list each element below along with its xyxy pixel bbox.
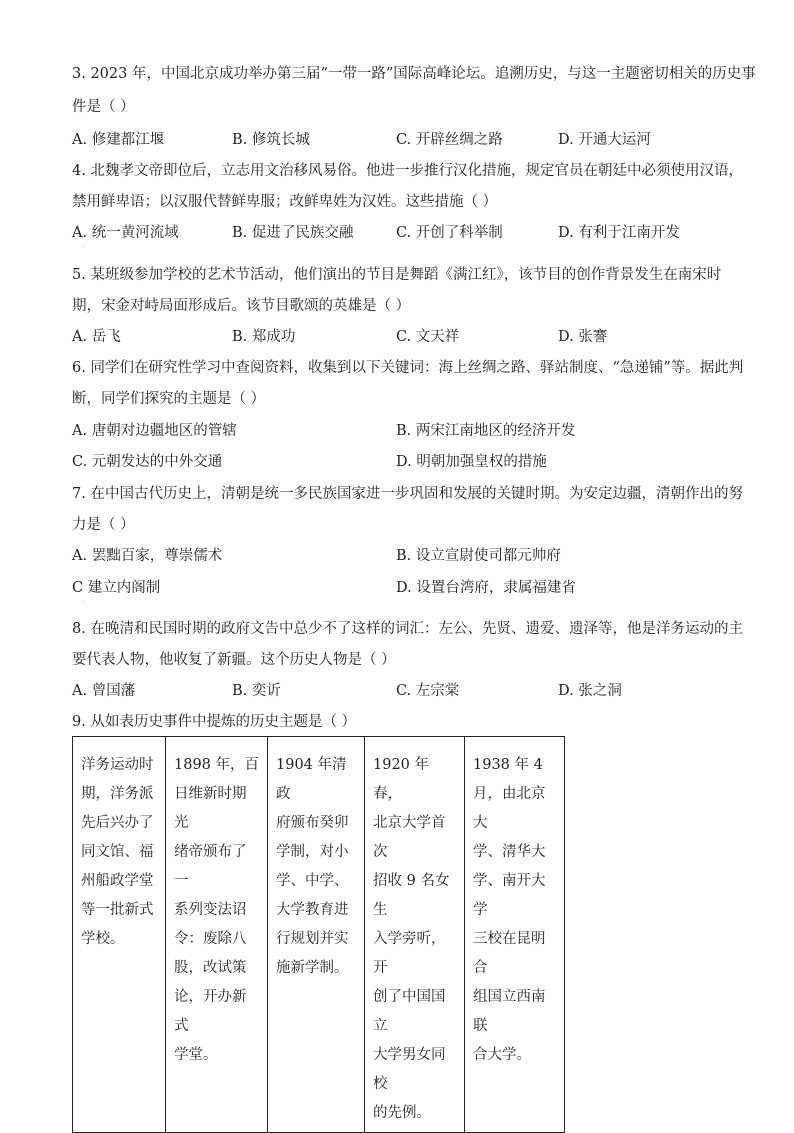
q8-option-d[interactable]: D. 张之洞 [558, 683, 622, 699]
table-cell-1904: 1904 年清政 府颁布癸卯 学制，对小 学、中学、 大学教育进 行规划并实 施新学制。 [268, 737, 365, 1133]
q5-option-b[interactable]: B. 郑成功 [232, 329, 296, 345]
question-6-text: 6. 同学们在研究性学习中查阅资料，收集到以下关键词：海上丝绸之路、驿站制度、“急递铺”等。据此判 [72, 360, 744, 376]
question-3-text: 3. 2023 年，中国北京成功举办第三届“一带一路”国际高峰论坛。追溯历史，与这一主题密切相关的历史事 [72, 66, 756, 82]
question-5-text: 5. 某班级参加学校的艺术节活动，他们演出的节目是舞蹈《满江红》，该节目的创作背景发生在南宋时 [72, 267, 722, 283]
q5-option-c[interactable]: C. 文天祥 [396, 329, 460, 345]
q5-option-a[interactable]: A. 岳飞 [72, 329, 121, 345]
q8-option-b[interactable]: B. 奕䜣 [232, 683, 281, 699]
scan-dot: · [82, 599, 84, 606]
question-6-text-cont: 断，同学们探究的主题是（ ） [72, 391, 266, 407]
q3-option-c[interactable]: C. 开辟丝绸之路 [396, 132, 503, 148]
q6-option-d[interactable]: D. 明朝加强皇权的措施 [396, 454, 547, 470]
question-9-text: 9. 从如表历史事件中提炼的历史主题是（ ） [72, 714, 357, 730]
q3-option-d[interactable]: D. 开通大运河 [558, 132, 651, 148]
q3-option-b[interactable]: B. 修筑长城 [232, 132, 310, 148]
question-8-text: 8. 在晚清和民国时期的政府文告中总少不了这样的词汇：左公、先贤、遗爱、遗泽等，他是洋务运动的主 [72, 621, 743, 637]
q6-option-c[interactable]: C. 元朝发达的中外交通 [72, 454, 223, 470]
question-4-text-cont: 禁用鲜卑语；以汉服代替鲜卑服；改鲜卑姓为汉姓。这些措施（ ） [72, 194, 498, 210]
scan-dot: · [82, 244, 84, 251]
q8-option-a[interactable]: A. 曾国藩 [72, 683, 136, 699]
question-5-text-cont: 期，宋金对峙局面形成后。该节目歌颂的英雄是（ ） [72, 298, 411, 314]
q6-option-b[interactable]: B. 两宋江南地区的经济开发 [396, 423, 576, 439]
table-cell-1920: 1920 年春， 北京大学首次 招收 9 名女生 入学旁听，开 创了中国国立 大学男女同校 的先例。 [365, 737, 465, 1133]
history-events-table [72, 736, 565, 1133]
question-4-text: 4. 北魏孝文帝即位后，立志用文治移风易俗。他进一步推行汉化措施，规定官员在朝廷中必须使用汉语， [72, 163, 743, 179]
q7-option-d[interactable]: D. 设置台湾府，隶属福建省 [396, 580, 576, 596]
question-8-text-cont: 要代表人物，他收复了新疆。这个历史人物是（ ） [72, 652, 396, 668]
q4-option-b[interactable]: B. 促进了民族交融 [232, 225, 354, 241]
q4-option-c[interactable]: C. 开创了科举制 [396, 225, 503, 241]
question-7-text-cont: 力是（ ） [72, 517, 135, 533]
table-row [73, 737, 565, 1133]
question-3-text-cont: 件是（ ） [72, 99, 135, 115]
question-7-text: 7. 在中国古代历史上，清朝是统一多民族国家进一步巩固和发展的关键时期。为安定边疆，清朝作出的努 [72, 486, 743, 502]
table-cell-1898: 1898 年，百 日维新时期光 绪帝颁布了一 系列变法诏 令：废除八 股，改试策 论，开办新式 学堂。 [166, 737, 268, 1133]
q3-option-a[interactable]: A. 修建都江堰 [72, 132, 165, 148]
q4-option-d[interactable]: D. 有利于江南开发 [558, 225, 680, 241]
q7-option-a[interactable]: A. 罢黜百家，尊崇儒术 [72, 548, 223, 564]
q5-option-d[interactable]: D. 张謇 [558, 329, 608, 345]
q7-option-b[interactable]: B. 设立宣尉使司都元帅府 [396, 548, 561, 564]
q7-option-c[interactable]: C 建立内阁制 [72, 580, 161, 596]
q4-option-a[interactable]: A. 统一黄河流域 [72, 225, 179, 241]
q6-option-a[interactable]: A. 唐朝对边疆地区的管辖 [72, 423, 237, 439]
table-cell-1938: 1938 年 4 月，由北京大 学、清华大 学、南开大学 三校在昆明合 组国立西南联 合大学。 [465, 737, 565, 1133]
q8-option-c[interactable]: C. 左宗棠 [396, 683, 460, 699]
table-cell-westernization: 洋务运动时 期，洋务派 先后兴办了 同文馆、福 州船政学堂 等一批新式 学校。 [73, 737, 166, 1133]
